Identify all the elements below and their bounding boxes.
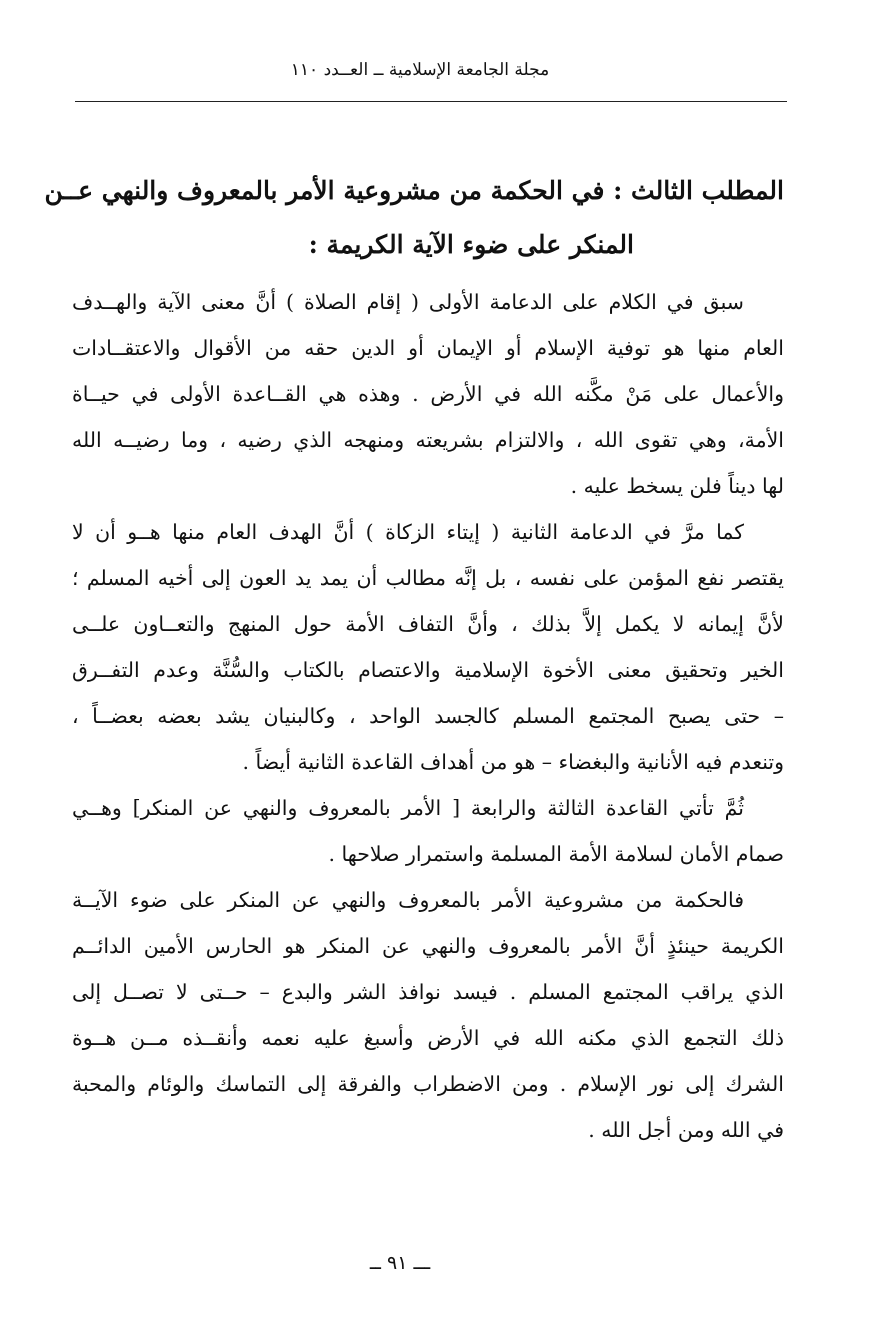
paragraph-line: فالحكمة من مشروعية الأمر بالمعروف والنهي عن المنكر على ضوء الآيــة: [72, 888, 744, 912]
paragraph-line: الأمة، وهي تقوى الله ، والالتزام بشريعته ومنهجه الذي رضيه ، وما رضيــه الله: [72, 428, 784, 452]
paragraph-line: في الله ومن أجل الله .: [588, 1118, 784, 1142]
paragraph-line: ثُمَّ تأتي القاعدة الثالثة والرابعة [ الأمر بالمعروف والنهي عن المنكر] وهــي: [72, 796, 744, 820]
header-divider: [75, 101, 787, 102]
paragraph-line: – حتى يصبح المجتمع المسلم كالجسد الواحد ، وكالبنيان يشد بعضه بعضــاً ،: [72, 704, 784, 728]
paragraph-line: سبق في الكلام على الدعامة الأولى ( إقام الصلاة ) أنَّ معنى الآية والهــدف: [72, 290, 744, 314]
paragraph-line: لأنَّ إيمانه لا يكمل إلاَّ بذلك ، وأنَّ التفاف الأمة حول المنهج والتعــاون علــى: [72, 612, 784, 636]
section-heading: [44, 164, 784, 272]
running-header: مجلة الجامعة الإسلامية ــ العــدد ١١٠: [290, 60, 550, 80]
page-number: ـــ ٩١ ــ: [369, 1252, 431, 1274]
paragraph-line: ذلك التجمع الذي مكنه الله في الأرض وأسبغ عليه نعمه وأنقــذه مــن هــوة: [72, 1026, 784, 1050]
paragraph-line: الخير وتحقيق معنى الأخوة الإسلامية والاعتصام بالكتاب والسُّنَّة وعدم التفــرق: [72, 658, 784, 682]
body-text: [72, 279, 784, 1153]
paragraph-line: الذي يراقب المجتمع المسلم . فيسد نوافذ الشر والبدع – حــتى لا تصــل إلى: [72, 980, 784, 1004]
section-heading-line: المنكر على ضوء الآية الكريمة :: [308, 230, 634, 259]
paragraph-line: الشرك إلى نور الإسلام . ومن الاضطراب والفرقة إلى التماسك والوئام والمحبة: [72, 1072, 784, 1096]
paragraph-line: صمام الأمان لسلامة الأمة المسلمة واستمرار صلاحها .: [328, 842, 784, 866]
paragraph-line: لها ديناً فلن يسخط عليه .: [570, 474, 784, 498]
paragraph-line: الكريمة حينئذٍ أنَّ الأمر بالمعروف والنهي عن المنكر هو الحارس الأمين الدائــم: [72, 934, 784, 958]
paragraph-line: والأعمال على مَنْ مكَّنه الله في الأرض . وهذه هي القــاعدة الأولى في حيــاة: [72, 382, 784, 406]
paragraph-line: كما مرَّ في الدعامة الثانية ( إيتاء الزكاة ) أنَّ الهدف العام منها هــو أن لا: [72, 520, 744, 544]
paragraph-line: يقتصر نفع المؤمن على نفسه ، بل إنَّه مطالب أن يمد يد العون إلى أخيه المسلم ؛: [72, 566, 784, 590]
paragraph-line: العام منها هو توفية الإسلام أو الإيمان أو الدين حقه من الأقوال والاعتقــادات: [72, 336, 784, 360]
paragraph-line: وتنعدم فيه الأنانية والبغضاء – هو من أهداف القاعدة الثانية أيضاً .: [242, 750, 784, 774]
section-heading-line: المطلب الثالث : في الحكمة من مشروعية الأمر بالمعروف والنهي عــن: [44, 176, 784, 205]
